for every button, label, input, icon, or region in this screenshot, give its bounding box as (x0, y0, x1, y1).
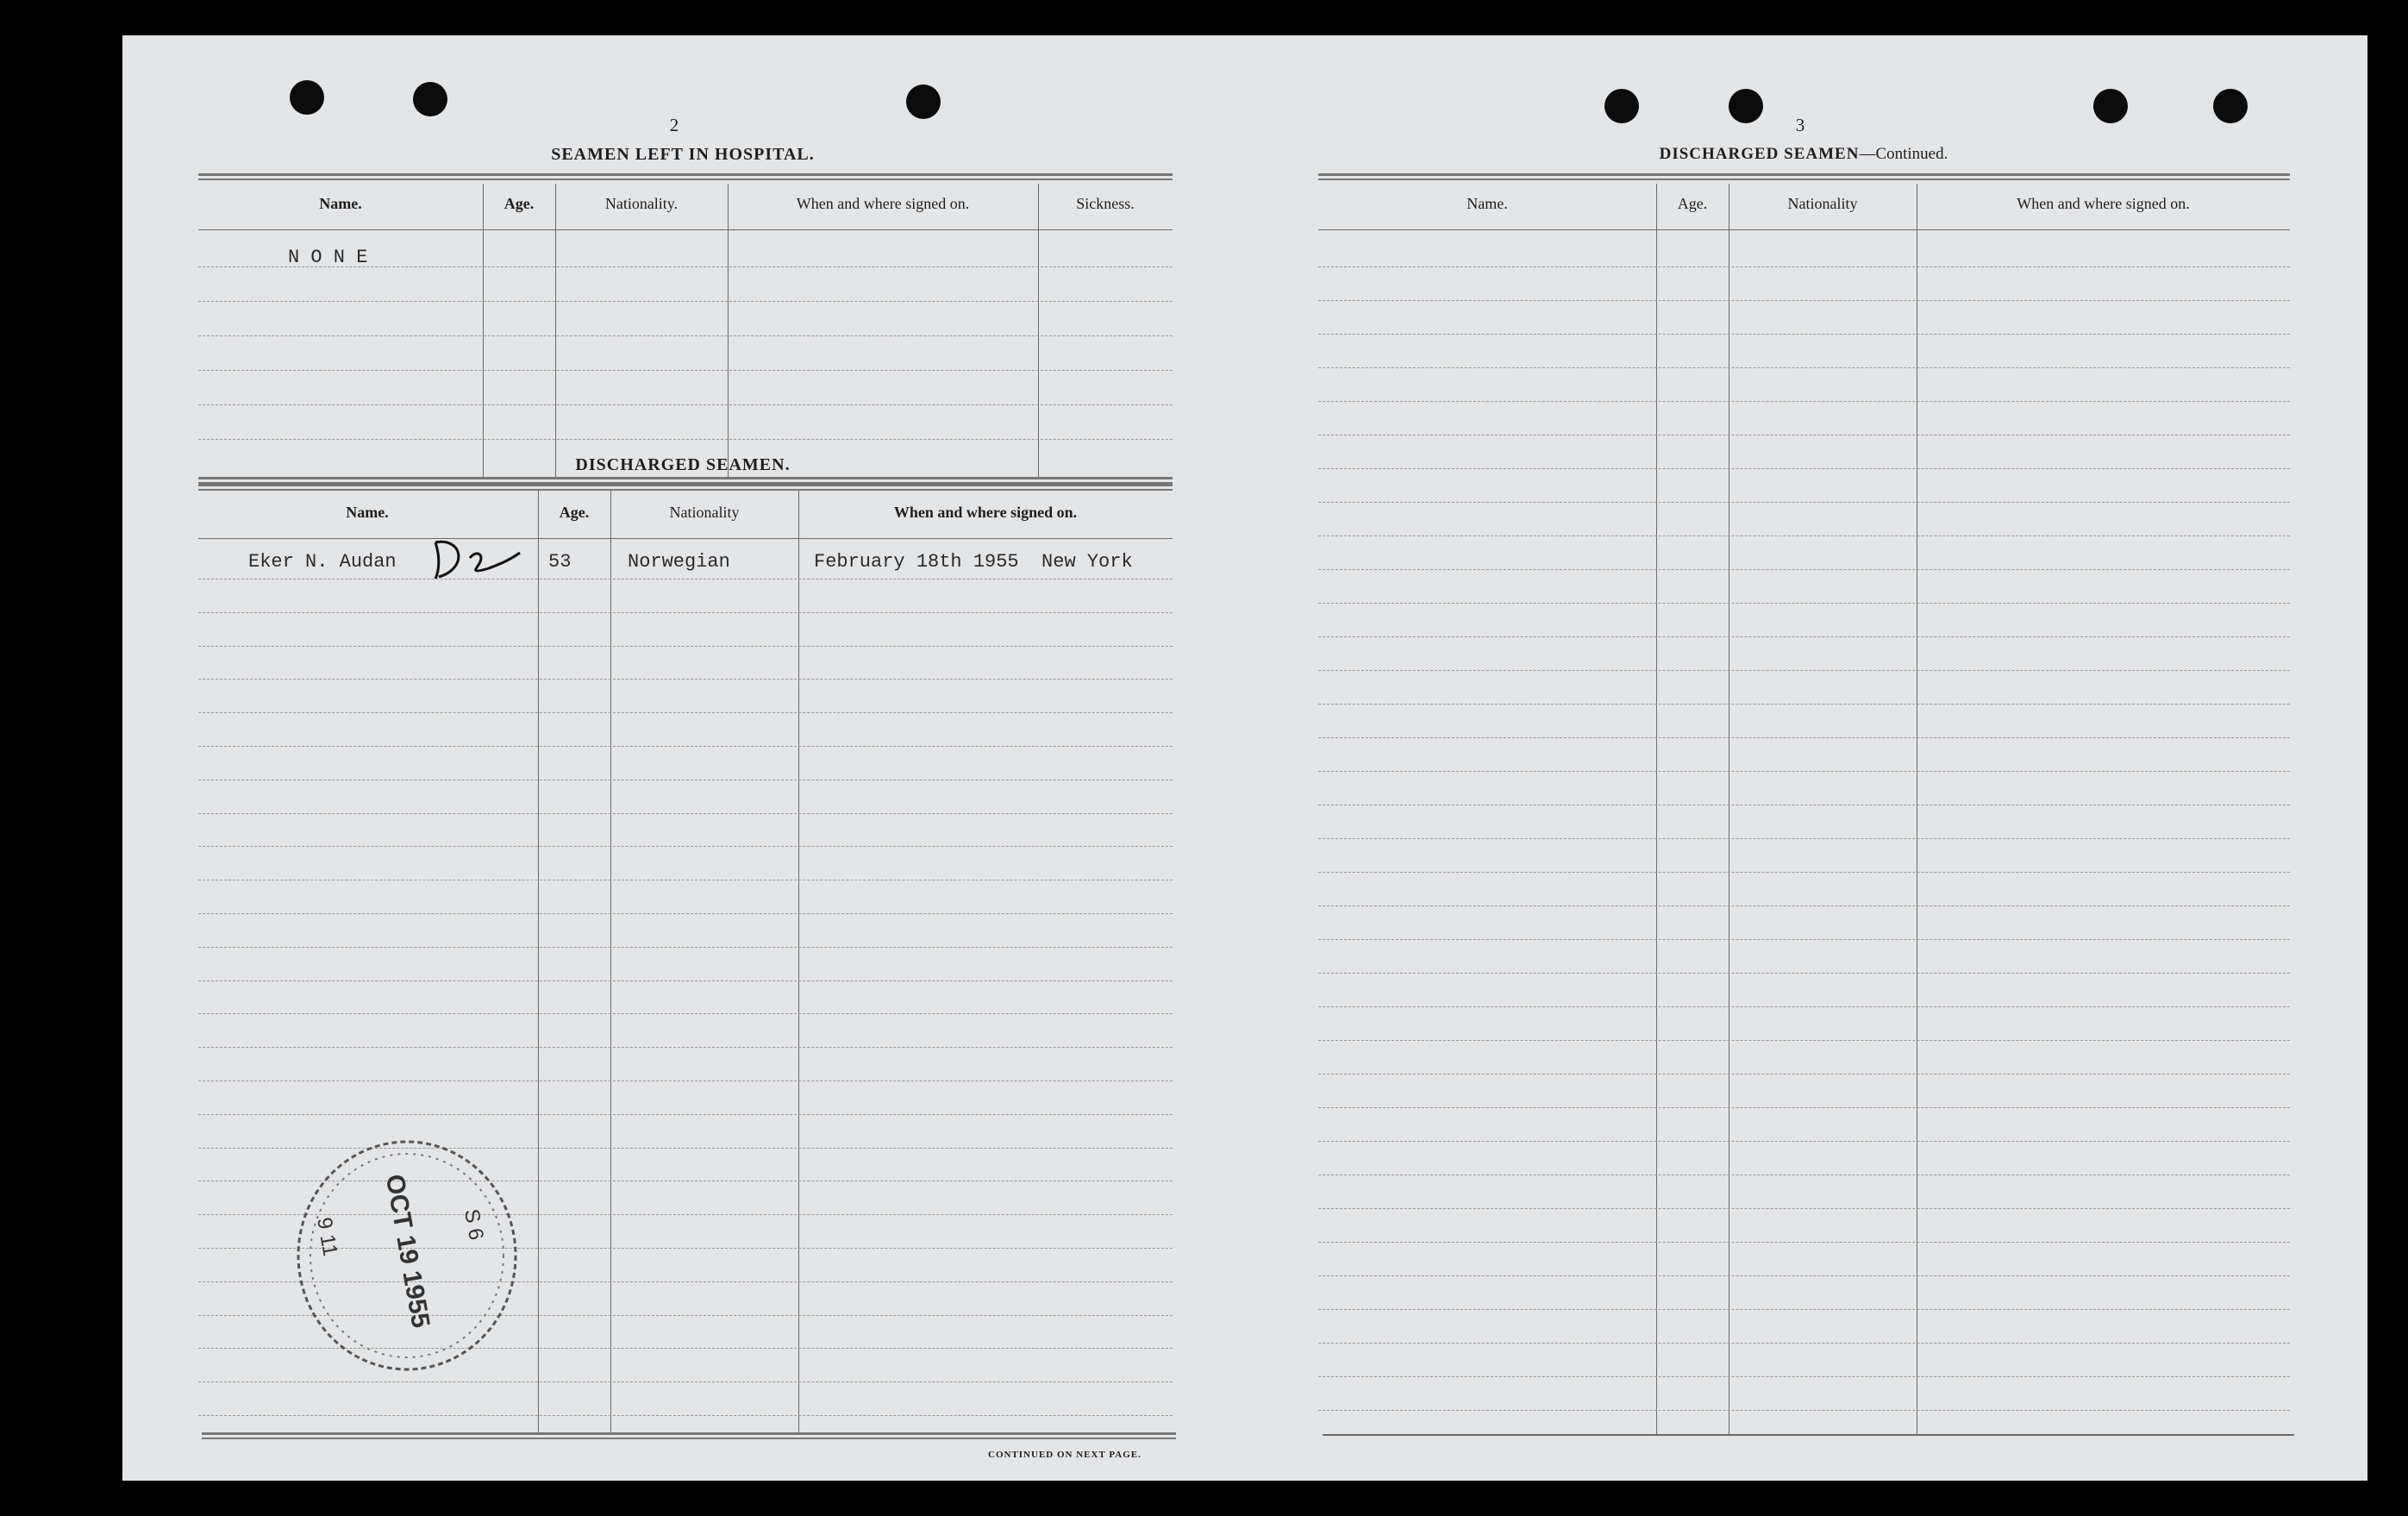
seaman-nationality: Norwegian (628, 551, 730, 573)
continued-suffix: —Continued. (1859, 145, 1948, 163)
row-line (1318, 973, 2290, 974)
row-line (198, 1381, 1173, 1382)
hospital-bottom-rule (198, 477, 1173, 484)
hospital-row-line (198, 404, 1173, 405)
right-top-rule (1318, 173, 2290, 180)
row-line (1318, 636, 2290, 637)
row-line (198, 913, 1173, 914)
row-line (198, 1047, 1173, 1048)
date-stamp (291, 1135, 523, 1376)
punch-hole-4 (1604, 89, 1639, 123)
hospital-entry-none: N O N E (288, 247, 368, 268)
punch-hole-1 (290, 80, 324, 115)
row-line (198, 746, 1173, 747)
handwritten-mark (428, 534, 523, 586)
row-line (1318, 367, 2290, 368)
row-line (1318, 872, 2290, 873)
row-line (198, 1013, 1173, 1014)
hospital-col-nationality: Nationality. (604, 195, 679, 212)
hospital-col-name: Name. (319, 195, 362, 212)
discharged-col-name: Name. (346, 504, 389, 521)
row-line (198, 947, 1173, 948)
hospital-top-rule (198, 173, 1173, 180)
hospital-col-sickness: Sickness. (1076, 195, 1135, 212)
row-line (1318, 905, 2290, 906)
left-page-bottom-rule (202, 1432, 1176, 1439)
row-line (1318, 603, 2290, 604)
row-line (1318, 704, 2290, 705)
row-line (1318, 1242, 2290, 1243)
row-line (1318, 1107, 2290, 1108)
row-line (1318, 468, 2290, 469)
row-line (198, 846, 1173, 847)
hospital-row-line (198, 301, 1173, 302)
seaman-signed-on: February 18th 1955 New York (814, 551, 1133, 573)
hospital-col-divider (1038, 184, 1039, 479)
document-scan (122, 35, 2367, 1481)
row-line (198, 712, 1173, 713)
right-col-signed-on: When and where signed on. (2017, 195, 2190, 212)
discharged-col-age: Age. (559, 504, 590, 521)
discharged-continued-label: DISCHARGED SEAMEN (1659, 145, 1860, 163)
hospital-header-underline (198, 229, 1173, 230)
row-line (198, 1415, 1173, 1416)
hospital-col-divider (555, 184, 556, 479)
punch-hole-6 (2093, 89, 2128, 123)
svg-text:OCT 19 1955: OCT 19 1955 (379, 1172, 435, 1331)
row-line (1318, 1410, 2290, 1411)
right-header-underline (1318, 229, 2290, 230)
row-line (198, 612, 1173, 613)
hospital-col-divider (728, 184, 729, 479)
hospital-row-line (198, 335, 1173, 336)
row-line (1318, 1376, 2290, 1377)
right-col-name: Name. (1467, 195, 1508, 212)
row-line (1318, 266, 2290, 267)
row-line (1318, 838, 2290, 839)
row-line (1318, 939, 2290, 940)
row-line (1318, 1208, 2290, 1209)
row-line (1318, 401, 2290, 402)
row-line (1318, 1343, 2290, 1344)
row-line (1318, 1309, 2290, 1310)
row-line (1318, 771, 2290, 772)
row-line (1318, 1141, 2290, 1142)
row-line (198, 1114, 1173, 1115)
seaman-age: 53 (548, 551, 572, 573)
discharged-col-divider (610, 491, 611, 1434)
right-page-bottom-rule (1323, 1434, 2294, 1436)
hospital-row-line (198, 370, 1173, 371)
punch-hole-2 (413, 82, 447, 116)
row-line (1318, 300, 2290, 301)
svg-text:9 11: 9 11 (312, 1215, 342, 1258)
hospital-col-age: Age. (503, 195, 535, 212)
discharged-header-underline (198, 538, 1173, 539)
discharged-col-divider (798, 491, 799, 1434)
row-line (198, 980, 1173, 981)
svg-text:S 6: S 6 (460, 1206, 488, 1243)
row-line (198, 813, 1173, 814)
hospital-row-line (198, 439, 1173, 440)
punch-hole-5 (1729, 89, 1763, 123)
right-col-divider (1656, 184, 1657, 1434)
hospital-col-divider (483, 184, 484, 479)
right-col-age: Age. (1677, 195, 1708, 212)
row-line (1318, 1275, 2290, 1276)
row-line (1318, 1006, 2290, 1007)
row-line (1318, 670, 2290, 671)
discharged-col-nationality: Nationality (669, 504, 740, 521)
hospital-col-signed-on: When and where signed on. (796, 195, 970, 212)
row-line (1318, 737, 2290, 738)
page-number-right: 3 (1795, 115, 1805, 135)
right-col-nationality: Nationality (1787, 195, 1858, 212)
punch-hole-7 (2213, 89, 2248, 123)
row-line (1318, 334, 2290, 335)
discharged-section-title-visible: DISCHARGED SEAMEN. (575, 455, 791, 474)
seaman-name: Eker N. Audan (248, 551, 397, 573)
discharged-table-top-rule (198, 484, 1173, 491)
discharged-col-signed-on: When and where signed on. (893, 504, 1078, 521)
punch-hole-3 (906, 85, 941, 119)
hospital-section-title: SEAMEN LEFT IN HOSPITAL. (551, 145, 815, 164)
row-line (1318, 502, 2290, 503)
row-line (1318, 1040, 2290, 1041)
discharged-continued-title (1588, 145, 2019, 164)
row-line (1318, 569, 2290, 570)
discharged-col-divider (538, 491, 539, 1434)
row-line (198, 679, 1173, 680)
page-number-left: 2 (669, 115, 679, 135)
row-line (198, 646, 1173, 647)
continued-note: CONTINUED ON NEXT PAGE. (988, 1450, 1141, 1460)
